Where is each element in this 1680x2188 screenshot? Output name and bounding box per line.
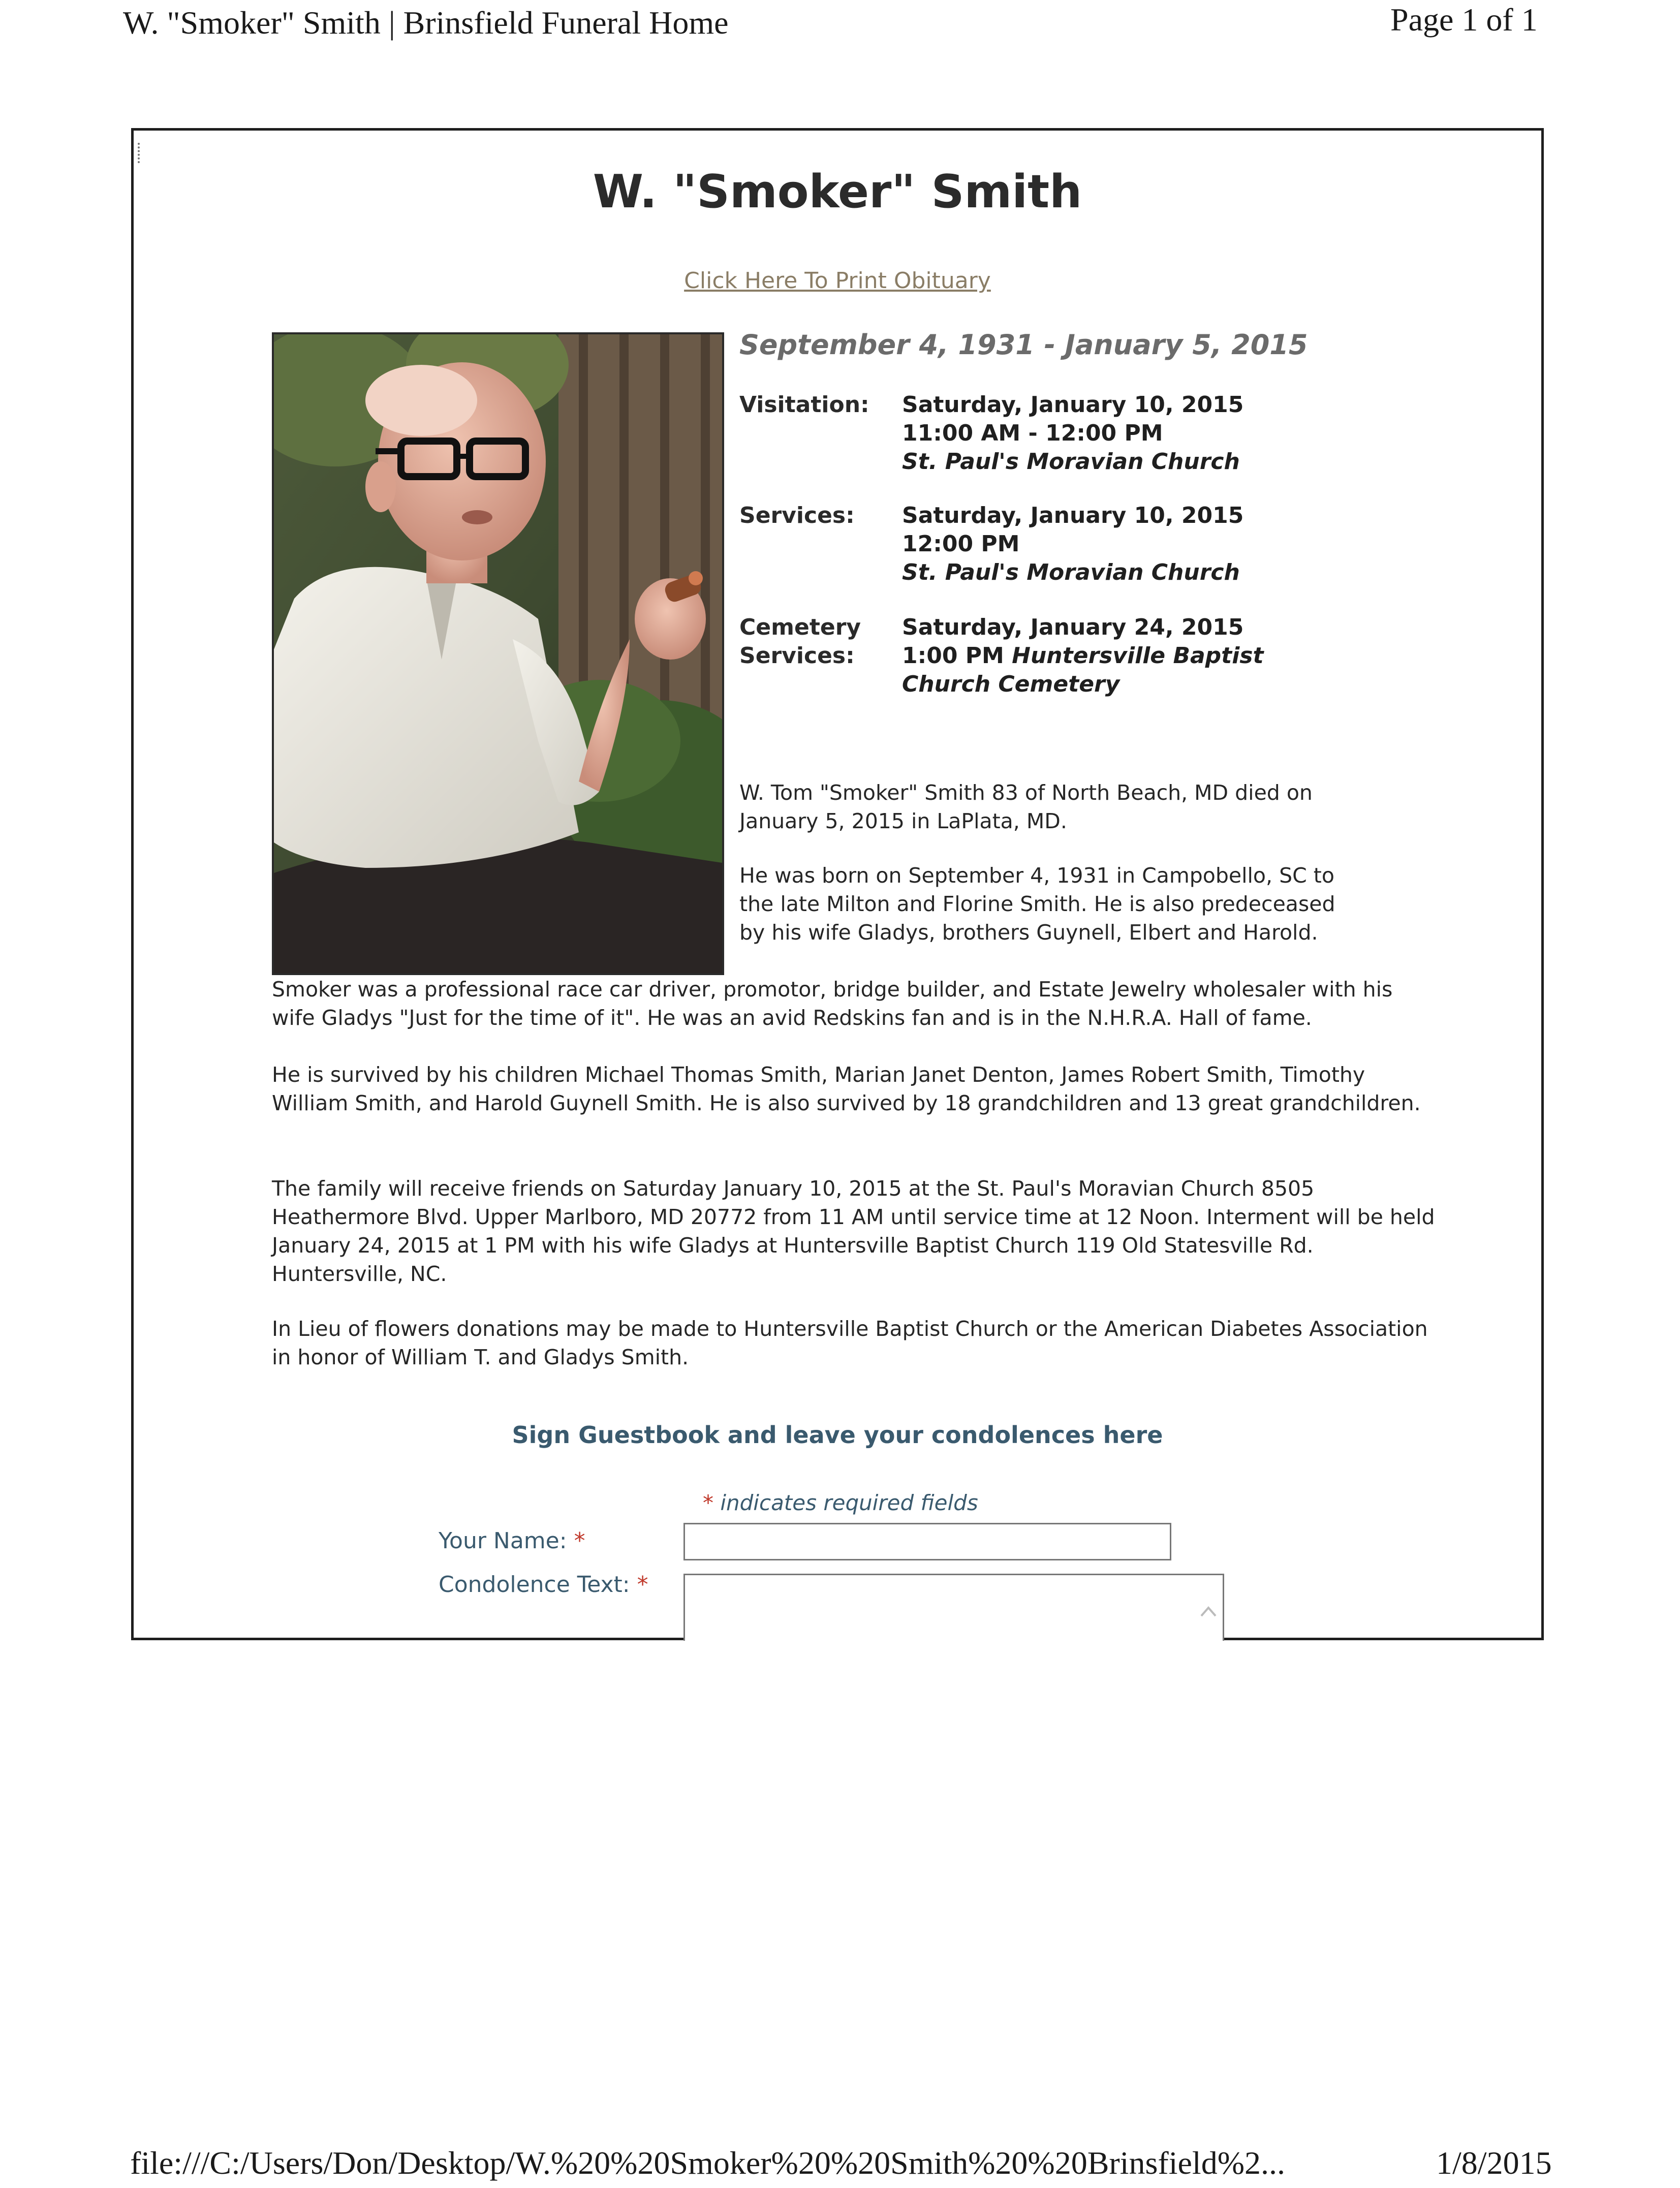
cemetery-date: Saturday, January 24, 2015 bbox=[902, 614, 1244, 640]
required-fields-note bbox=[703, 1490, 978, 1515]
visitation-location: St. Paul's Moravian Church bbox=[902, 449, 1240, 475]
bio-paragraph-career: Smoker was a professional race car driver, promotor, bridge builder, and Estate Jewelry wholesaler with his wife Gladys "Just for the time of it". He was an avid Redskins fan and is in the N.H.R.A. Hall of fame. bbox=[272, 977, 1393, 1030]
bio-paragraph-birth: He was born on September 4, 1931 in Campobello, SC to the late Milton and Florine Smith. He is also predeceased by his wife Gladys, brothers Guynell, Elbert and Harold. bbox=[739, 863, 1335, 945]
cemetery-label-line2: Services: bbox=[739, 643, 855, 669]
frame-handle-icon bbox=[138, 143, 142, 163]
name-field-label bbox=[439, 1528, 585, 1554]
visitation-label: Visitation: bbox=[739, 392, 869, 418]
guestbook-title: Sign Guestbook and leave your condolences here bbox=[512, 1421, 1163, 1449]
condolence-required-asterisk: * bbox=[637, 1572, 648, 1598]
print-footer-url: file:///C:/Users/Don/Desktop/W.%20%20Smoker%20%20Smith%20%20Brinsfield%2... bbox=[130, 2145, 1285, 2181]
bio-paragraph-arrangements: The family will receive friends on Saturday January 10, 2015 at the St. Paul's Moravian Church 8505 Heathermore Blvd. Upper Marlboro, MD 20772 from 11 AM until service time at 12 Noon. Interment will be held January 24, 2015 at 1 PM with his wife Gladys at Huntersville Baptist Church 119 Old Statesville Rd. Huntersville, NC. bbox=[272, 1176, 1435, 1286]
bio-paragraph-donations: In Lieu of flowers donations may be made to Huntersville Baptist Church or the American Diabetes Association in honor of William T. and Gladys Smith. bbox=[272, 1317, 1428, 1369]
condolence-label-text: Condolence Text: bbox=[439, 1572, 630, 1598]
services-block bbox=[739, 502, 1298, 593]
required-note-text: indicates required fields bbox=[720, 1490, 978, 1515]
obituary-page bbox=[131, 128, 1544, 1640]
print-header-page-number: Page 1 of 1 bbox=[1390, 2, 1538, 38]
bio-paragraph-survivors: He is survived by his children Michael Thomas Smith, Marian Janet Denton, James Robert Smith, Timothy William Smith, and Harold Guynell Smith. He is also survived by 18 grandchildren and 13 great grandchildren. bbox=[272, 1062, 1421, 1115]
obituary-name-title: W. "Smoker" Smith bbox=[593, 165, 1082, 218]
your-name-input[interactable] bbox=[683, 1523, 1171, 1560]
services-time: 12:00 PM bbox=[902, 531, 1020, 557]
portrait-image bbox=[274, 334, 722, 973]
condolence-text-input[interactable] bbox=[683, 1574, 1224, 1641]
services-details bbox=[902, 502, 1298, 587]
print-obituary-link[interactable]: Click Here To Print Obituary bbox=[684, 268, 991, 294]
services-date: Saturday, January 10, 2015 bbox=[902, 503, 1244, 528]
services-label: Services: bbox=[739, 503, 855, 528]
condolence-field-label bbox=[439, 1572, 648, 1598]
name-label-text: Your Name: bbox=[439, 1528, 567, 1554]
cemetery-location: Huntersville Baptist Church Cemetery bbox=[902, 643, 1264, 697]
visitation-time: 11:00 AM - 12:00 PM bbox=[902, 420, 1163, 446]
cemetery-services-details bbox=[902, 613, 1298, 699]
visitation-details bbox=[902, 391, 1298, 476]
cemetery-time: 1:00 PM bbox=[902, 643, 1004, 669]
print-footer-date: 1/8/2015 bbox=[1436, 2145, 1552, 2181]
bio-paragraph-death: W. Tom "Smoker" Smith 83 of North Beach, MD died on January 5, 2015 in LaPlata, MD. bbox=[739, 780, 1313, 833]
cemetery-services-block bbox=[739, 613, 1298, 705]
scroll-up-icon[interactable] bbox=[1198, 1602, 1219, 1622]
print-header-title: W. "Smoker" Smith | Brinsfield Funeral Home bbox=[123, 5, 729, 41]
cemetery-time-location bbox=[902, 642, 1298, 699]
cemetery-services-label bbox=[739, 613, 887, 670]
visitation-block bbox=[739, 391, 1298, 482]
obituary-photo bbox=[272, 332, 724, 975]
required-asterisk: * bbox=[703, 1490, 713, 1515]
obituary-dates: September 4, 1931 - January 5, 2015 bbox=[739, 329, 1308, 361]
cemetery-label-line1: Cemetery bbox=[739, 614, 861, 640]
services-location: St. Paul's Moravian Church bbox=[902, 559, 1240, 585]
name-required-asterisk: * bbox=[574, 1528, 585, 1554]
visitation-date: Saturday, January 10, 2015 bbox=[902, 392, 1244, 418]
